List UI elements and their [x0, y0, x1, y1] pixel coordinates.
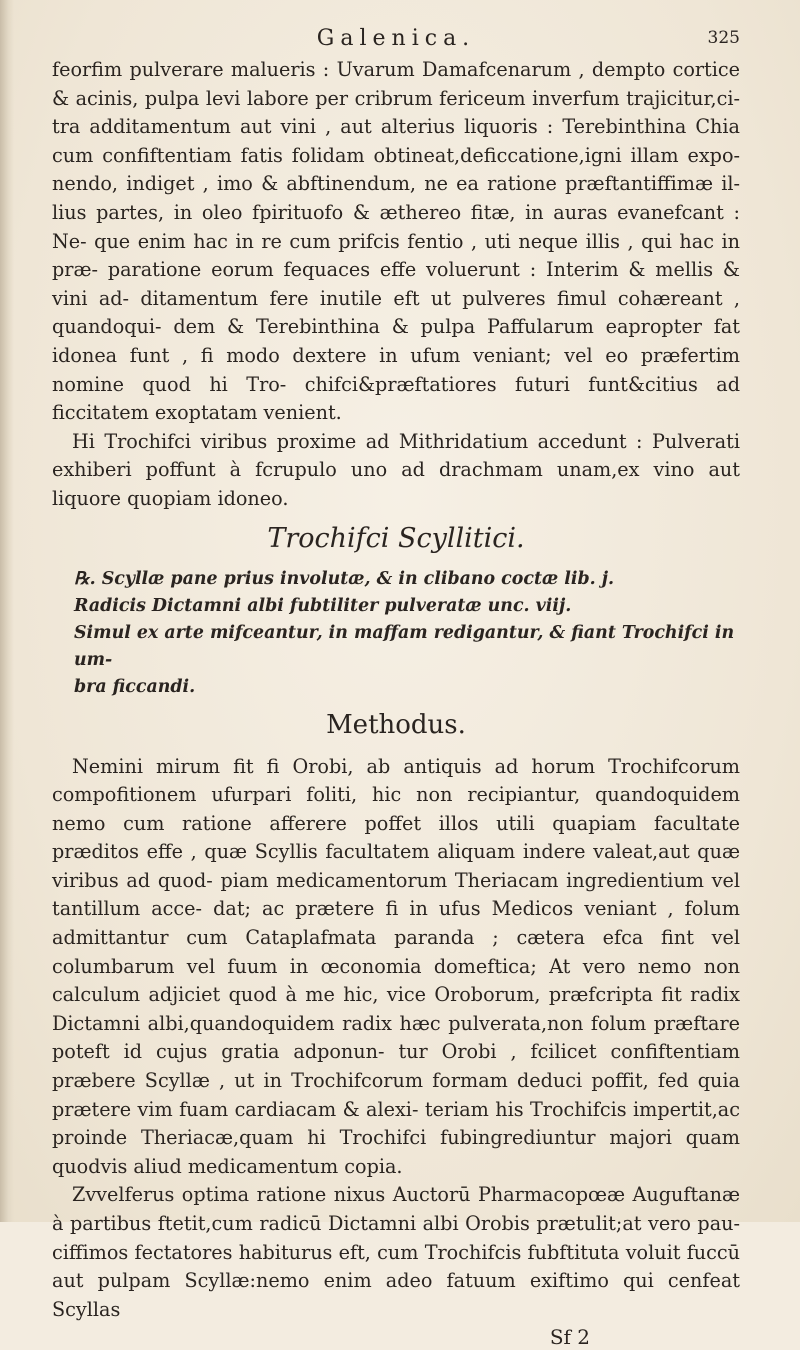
text-line: Hi Trochifci viribus proxime ad Mithridatium accedunt : Pulverati	[72, 429, 740, 453]
text-line: & acinis, pulpa levi labore per cribrum fericeum inverfum trajicitur,ci-	[52, 86, 740, 110]
recipe-line-4: bra ficcandi.	[74, 676, 196, 697]
text-line: teriam his Trochifcis impertit,ac proinde Theriacæ,quam hi Trochifci	[52, 1097, 740, 1150]
body-text	[52, 56, 740, 514]
text-line: compofitionem ufurpari foliti, hic non recipiantur, quandoquidem nemo	[52, 783, 740, 835]
method-text	[52, 753, 740, 1325]
signature-mark: Sf 2	[549, 1325, 590, 1350]
paragraph-4	[52, 1181, 740, 1324]
text-line: paratione eorum fequaces effe voluerunt : Interim & mellis & vini ad-	[52, 258, 740, 310]
recipe-line-1: ℞. Scyllæ pane prius involutæ, & in clibano coctæ lib. j.	[74, 568, 615, 589]
text-line: nendo, indiget , imo & abftinendum, ne ea ratione præftantiffimæ il-	[52, 172, 740, 196]
text-line: fubingrediuntur majori quam quodvis aliud medicamentum copia.	[52, 1126, 740, 1178]
text-line: Cataplafmata paranda ; cætera efca fint vel columbarum vel fuum in	[52, 926, 740, 978]
paragraph-1	[52, 56, 740, 428]
text-line: à partibus ftetit,cum radicū Dictamni albi Orobis prætulit;at vero pau-	[52, 1212, 740, 1235]
text-line: quæ Scyllis facultatem aliquam indere valeat,aut quæ viribus ad quod-	[52, 840, 740, 892]
text-line: dat; ac prætere fi in ufus Medicos veniant , folum admittantur cum	[52, 897, 741, 950]
text-line: quopiam idoneo.	[127, 486, 289, 510]
text-line: Nemini mirum fit fi Orobi, ab antiquis ad horum Trochifcorum	[72, 754, 740, 778]
text-line: lius partes, in oleo fpirituofo & æthereo fitæ, in auras evanefcant : Ne-	[52, 200, 740, 253]
text-line: modo dextere in ufum veniant; vel eo præfertim nomine quod hi Tro-	[52, 343, 740, 396]
text-line: tra additamentum aut vini , aut alterius liquoris : Terebinthina Chia	[52, 115, 740, 139]
running-title: Galenica.	[316, 26, 476, 51]
recipe-line-2: Radicis Dictamni albi fubtiliter pulveratæ unc. viij.	[74, 595, 572, 616]
paragraph-2	[52, 428, 740, 514]
text-line: aut pulpam Scyllæ:nemo enim adeo fatuum exiftimo qui cenfeat Scyllas	[52, 1269, 740, 1321]
text-line: chifci&præftatiores futuri funt&citius ad ficcitatem exoptatam venient.	[52, 372, 741, 425]
page-number: 325	[707, 28, 740, 48]
text-line: ciffimos fectatores habiturus eft, cum Trochifcis fubftituta voluit fuccū	[52, 1240, 740, 1264]
text-line: hic, vice Oroborum, præfcripta fit radix Dictamni albi,quandoquidem	[52, 983, 740, 1035]
text-line: dem & Terebinthina & pulpa Paffularum eapropter fat idonea funt , fi	[52, 315, 740, 367]
text-line: œconomia domeftica; At vero nemo non calculum adjiciet quod à me	[52, 954, 740, 1007]
text-line: cum confiftentiam fatis folidam obtineat,deficcatione,igni illam expo-	[52, 143, 740, 167]
text-line: ditamentum fere inutile eft ut pulveres fimul cohæreant , quandoqui-	[52, 286, 741, 339]
text-line: piam medicamentorum Theriacam ingredientium vel tantillum acce-	[52, 868, 740, 921]
text-line: que enim hac in re cum prifcis fentio , uti neque illis , qui hac in præ-	[52, 229, 741, 282]
paragraph-3	[52, 753, 740, 1182]
text-line: radix hæc pulverata,non folum præftare poteft id cujus gratia adponun-	[52, 1011, 740, 1064]
method-title: Methodus.	[326, 709, 466, 740]
text-line: exhiberi poffunt à fcrupulo uno ad drachmam unam,ex vino aut liquore	[52, 458, 740, 510]
text-line: feorfim pulverare malueris : Uvarum Damafcenarum , dempto cortice	[52, 58, 740, 81]
text-line: tur Orobi , fcilicet confiftentiam præbere Scyllæ , ut in Trochifcorum	[52, 1040, 741, 1093]
text-line: Zvvelferus optima ratione nixus Auctorū Pharmacopœæ Auguftanæ	[72, 1183, 740, 1207]
running-header	[52, 26, 740, 56]
text-line: cum ratione afferere poffet illos utili quapiam facultate præditos effe ,	[52, 811, 740, 864]
recipe-line-3: Simul ex arte mifceantur, in maffam redigantur, & fiant Trochifci in um-	[74, 622, 735, 670]
recipe-block	[52, 566, 740, 701]
section-title: Trochifci Scyllitici.	[267, 522, 525, 554]
text-line: formam deduci poffit, fed quia prætere vim fuam cardiacam & alexi-	[52, 1069, 740, 1121]
